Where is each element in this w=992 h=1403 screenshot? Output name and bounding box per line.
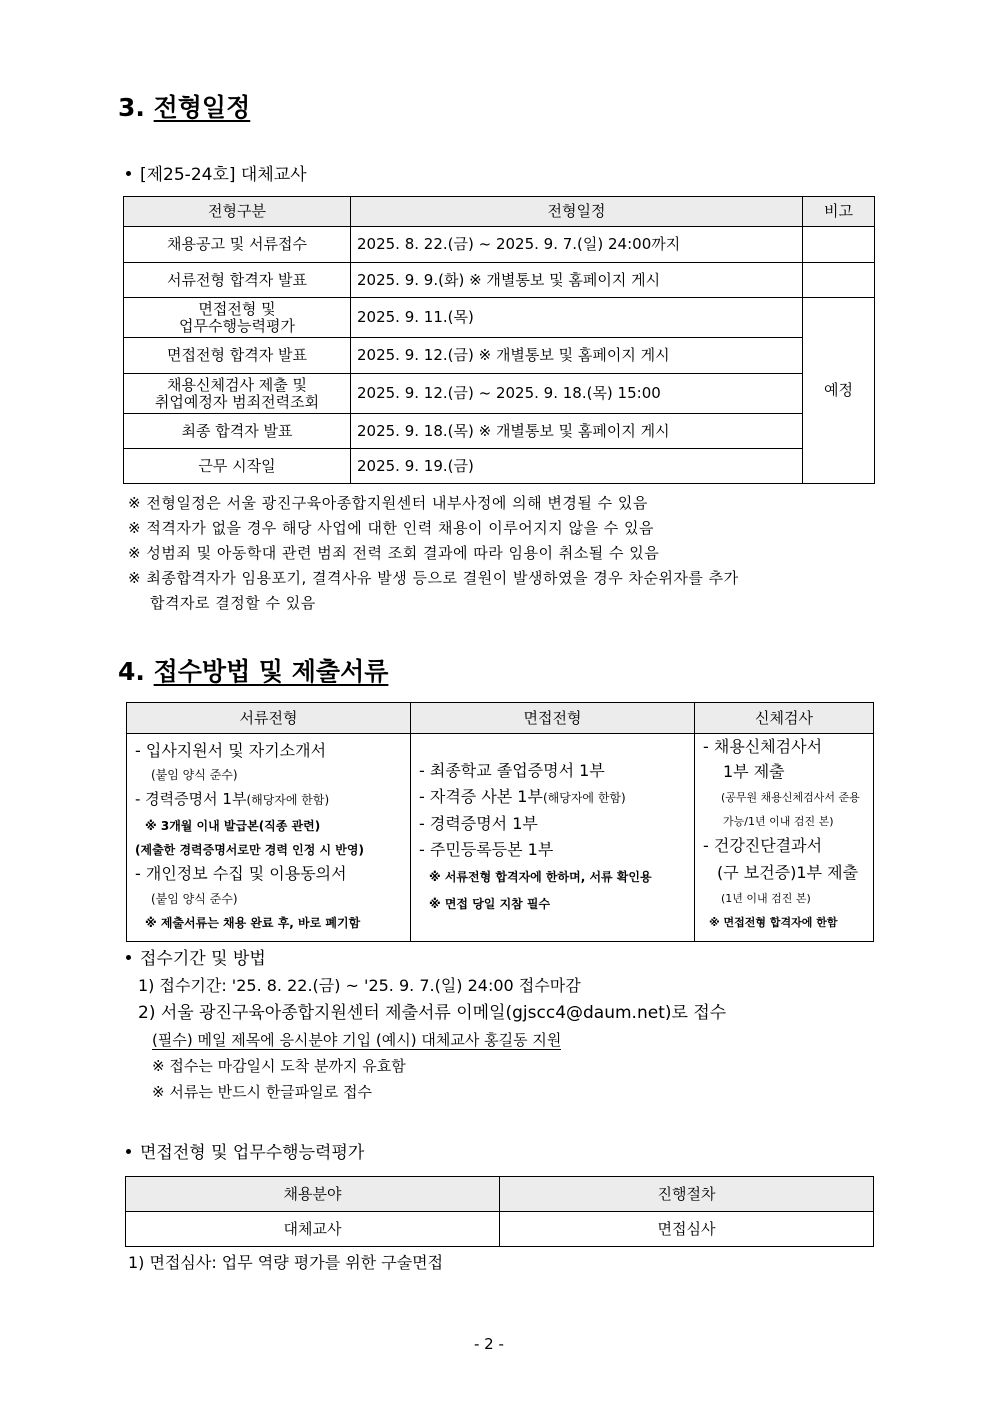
medical-exam-cell [695,734,874,942]
schedule-cell: 2025. 9. 12.(금) ※ 개별통보 및 홈페이지 게시 [351,338,803,374]
header-stage: 전형구분 [124,197,351,227]
stage-cell: 근무 시작일 [124,449,351,484]
table-row [127,734,874,942]
interview-cell [411,734,695,942]
list-item: ※ 3개월 이내 발급본(직종 관련) [145,819,321,833]
table-row [124,298,875,338]
table-row [124,263,875,298]
list-item-note: (해당자에 한함) [246,793,330,807]
list-item: - 경력증명서 1부 [135,790,247,808]
schedule-notes [128,491,739,616]
stage-cell [124,298,351,338]
schedule-cell: 2025. 9. 11.(목) [351,298,803,338]
table-header-row [127,703,874,734]
remark-cell [803,263,875,298]
list-item: - 건강진단결과서 [703,836,823,855]
header-document-review: 서류전형 [127,703,411,734]
note-line: ※ 성범죄 및 아동학대 관련 범죄 전력 조회 결과에 따라 임용이 취소될 수 있음 [128,544,660,562]
schedule-cell: 2025. 8. 22.(금) ~ 2025. 9. 7.(일) 24:00까지 [351,227,803,263]
stage-line: 취업예정자 범죄전력조회 [154,392,320,411]
stage-cell: 채용공고 및 서류접수 [124,227,351,263]
header-schedule: 전형일정 [351,197,803,227]
bullet-icon [126,171,131,176]
list-item: 1부 제출 [723,762,785,781]
list-item: - 경력증명서 1부 [419,814,538,833]
list-item: - 채용신체검사서 [703,737,823,756]
list-item: (공무원 채용신체검사서 준용 [721,791,860,804]
list-item: - 입사지원서 및 자기소개서 [135,741,327,760]
section3-subtitle [126,160,307,185]
bullet-text: 면접전형 및 업무수행능력평가 [140,1143,365,1163]
section3-title [118,88,250,124]
note-line: ※ 최종합격자가 임용포기, 결격사유 발생 등으로 결원이 발생하였을 경우 차순위자를 추가 [128,569,739,587]
table-header-row [126,1177,874,1212]
section4-title-text: 접수방법 및 제출서류 [153,657,389,686]
table-row [124,449,875,484]
application-period-bullet [126,944,266,969]
note-line: ※ 전형일정은 서울 광진구육아종합지원센터 내부사정에 의해 변경될 수 있음 [128,494,648,512]
section4-title-number: 4. [118,657,145,686]
bullet-text: 접수기간 및 방법 [140,949,266,969]
period-line: 1) 접수기간: '25. 8. 22.(금) ~ '25. 9. 7.(일) 24:00 접수마감 [138,976,581,995]
stage-cell: 최종 합격자 발표 [124,414,351,449]
period-line: 2) 서울 광진구육아종합지원센터 제출서류 이메일(gjscc4@daum.net)로 접수 [138,1003,727,1023]
section3-title-text: 전형일정 [153,93,251,122]
schedule-cell: 2025. 9. 9.(화) ※ 개별통보 및 홈페이지 게시 [351,263,803,298]
bullet-icon [126,955,131,960]
section3-subtitle-text: [제25-24호] 대체교사 [140,165,307,185]
schedule-cell: 2025. 9. 12.(금) ~ 2025. 9. 18.(목) 15:00 [351,374,803,414]
period-line: ※ 서류는 반드시 한글파일로 접수 [152,1083,373,1101]
list-item: (1년 이내 검진 본) [721,892,811,905]
procedure-cell: 면접심사 [500,1212,874,1247]
table-row [124,374,875,414]
application-period-details [138,972,726,1105]
section3-title-number: 3. [118,93,145,122]
list-item: ※ 제출서류는 채용 완료 후, 바로 폐기함 [145,916,361,930]
schedule-table [123,196,875,484]
schedule-cell: 2025. 9. 18.(목) ※ 개별통보 및 홈페이지 게시 [351,414,803,449]
field-cell: 대체교사 [126,1212,500,1247]
stage-line: 면접전형 및 [198,299,276,318]
stage-line: 업무수행능력평가 [179,316,295,335]
header-field: 채용분야 [126,1177,500,1212]
document-review-cell [127,734,411,942]
list-item: ※ 면접전형 합격자에 한함 [709,916,838,929]
schedule-cell: 2025. 9. 19.(금) [351,449,803,484]
table-row [124,414,875,449]
list-item: - 개인정보 수집 및 이용동의서 [135,864,347,883]
header-medical-exam: 신체검사 [695,703,874,734]
stage-line: 채용신체검사 제출 및 [167,375,307,394]
stage-cell: 서류전형 합격자 발표 [124,263,351,298]
page-number: - 2 - [474,1335,504,1353]
list-item: (제출한 경력증명서로만 경력 인정 시 반영) [135,843,364,857]
table-row [126,1212,874,1247]
header-interview: 면접전형 [411,703,695,734]
list-item: ※ 면접 당일 지참 필수 [429,897,551,911]
note-line: 합격자로 결정할 수 있음 [150,594,316,612]
list-item: - 주민등록등본 1부 [419,840,554,859]
list-item-note: (해당자에 한함) [542,791,626,805]
header-remark: 비고 [803,197,875,227]
header-procedure: 진행절차 [500,1177,874,1212]
interview-bullet [126,1138,364,1163]
table-header-row [124,197,875,227]
remark-cell [803,227,875,263]
documents-table [126,702,874,942]
table-row [124,338,875,374]
table-row [124,227,875,263]
note-line: ※ 적격자가 없을 경우 해당 사업에 대한 인력 채용이 이루어지지 않을 수 있음 [128,519,654,537]
list-item: (구 보건증)1부 제출 [717,863,859,882]
stage-cell [124,374,351,414]
period-line-underlined: (필수) 메일 제목에 응시분야 기입 (예시) 대체교사 홍길동 지원 [152,1031,562,1049]
period-line: ※ 접수는 마감일시 도착 분까지 유효함 [152,1057,406,1075]
bullet-icon [126,1149,131,1154]
list-item: ※ 서류전형 합격자에 한하며, 서류 확인용 [429,870,652,884]
remark-cell-expected: 예정 [803,298,875,484]
list-item: 가능/1년 이내 검진 본) [723,815,834,828]
interview-table [125,1176,874,1247]
section4-title [118,652,388,688]
list-item: - 자격증 사본 1부 [419,787,543,806]
list-item: (붙임 양식 준수) [151,892,238,906]
stage-cell: 면접전형 합격자 발표 [124,338,351,374]
list-item: (붙임 양식 준수) [151,768,238,782]
interview-note: 1) 면접심사: 업무 역량 평가를 위한 구술면접 [128,1253,444,1272]
list-item: - 최종학교 졸업증명서 1부 [419,761,605,780]
